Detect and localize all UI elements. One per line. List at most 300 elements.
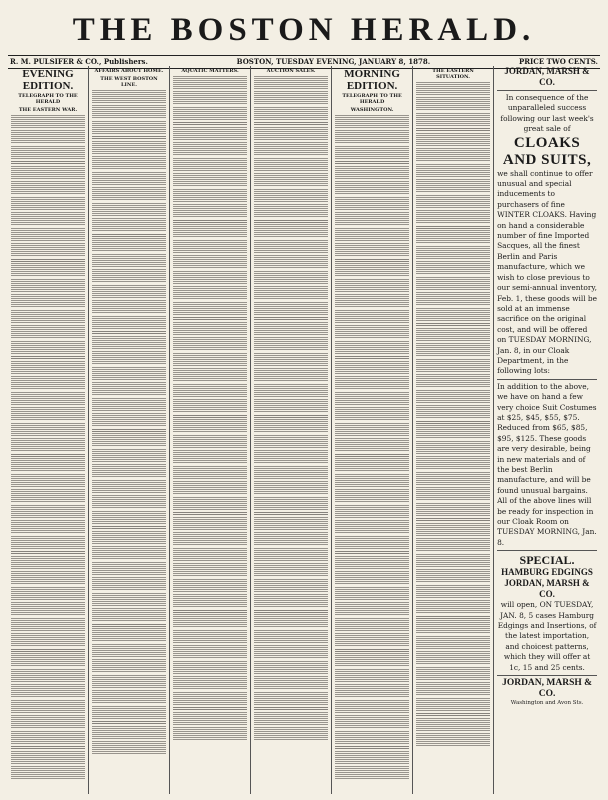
ad-offer-text: In addition to the above, we have on hand a few very choice Suit Costumes at $25, $45, $55, $75. Reduced from $65, $85, $95, $125. These goods are very desirable, being in new materials and of the best Berlin manufacture, and will be found unusual bargains. All of the above lines will be ready for inspection in our Cloak Room on TUESDAY MORNING, Jan. 8.: [497, 381, 597, 547]
text-line-block: [254, 517, 328, 531]
text-line-block: [92, 156, 166, 170]
text-line-block: [254, 563, 328, 577]
text-line-block: [335, 700, 409, 714]
text-line-block: [335, 376, 409, 390]
text-line-block: [416, 503, 490, 517]
text-line-block: [11, 653, 85, 667]
text-line-block: [92, 254, 166, 268]
text-line-block: [173, 466, 247, 480]
text-line-block: [11, 474, 85, 488]
text-line-block: [416, 328, 490, 342]
text-line-block: [254, 91, 328, 105]
text-line-block: [254, 384, 328, 398]
text-line-block: [335, 279, 409, 293]
text-line-block: [416, 323, 490, 326]
text-line-block: [335, 146, 409, 160]
text-line-block: [416, 226, 490, 229]
text-line-block: [11, 279, 85, 293]
text-line-block: [92, 316, 166, 330]
divider: [497, 90, 597, 91]
text-line-block: [416, 292, 490, 306]
text-line-block: [416, 374, 490, 388]
text-line-block: [173, 399, 247, 413]
text-line-block: [11, 212, 85, 226]
column-section: WASHINGTON.: [350, 107, 394, 113]
text-line-block: [11, 325, 85, 339]
text-line-block: [173, 91, 247, 105]
text-line-block: [92, 726, 166, 740]
text-line-block: [173, 286, 247, 300]
text-line-block: [92, 367, 166, 381]
column-headline: MORNING EDITION.: [344, 68, 400, 92]
text-line-block: [416, 538, 490, 552]
article-text: [173, 76, 247, 742]
text-line-block: [335, 751, 409, 765]
text-line-block: [254, 317, 328, 320]
text-line-block: [92, 300, 166, 314]
ad-special-body: will open, ON TUESDAY, JAN. 8, 5 cases Hamburg Edgings and Insertions, of the latest importation, and choicest patterns, which they will offer at 1c, 15 and 25 cents.: [497, 600, 597, 672]
text-line-block: [173, 384, 247, 398]
text-line-block: [335, 766, 409, 780]
text-line-block: [11, 438, 85, 452]
text-line-block: [11, 556, 85, 570]
text-line-block: [416, 133, 490, 147]
column-6: [412, 66, 493, 794]
text-line-block: [254, 173, 328, 187]
text-line-block: [92, 121, 166, 135]
price-text: PRICE TWO CENTS.: [518, 57, 598, 66]
text-line-block: [92, 608, 166, 622]
text-line-block: [335, 166, 409, 180]
text-line-block: [335, 423, 409, 437]
text-line-block: [335, 438, 409, 452]
text-line-block: [416, 277, 490, 291]
column-subhead: THE WEST BOSTON LINE.: [100, 76, 158, 88]
text-line-block: [11, 130, 85, 144]
column-2: [88, 66, 169, 794]
text-line-block: [416, 456, 490, 470]
text-line-block: [11, 115, 85, 129]
divider: [497, 550, 597, 551]
text-line-block: [416, 616, 490, 619]
text-line-block: [173, 122, 247, 125]
text-line-block: [335, 536, 409, 550]
text-line-block: [173, 173, 247, 187]
text-line-block: [92, 495, 166, 509]
text-line-block: [92, 429, 166, 432]
text-line-block: [416, 441, 490, 455]
text-line-block: [92, 141, 166, 155]
text-line-block: [335, 618, 409, 632]
text-line-block: [416, 230, 490, 244]
text-line-block: [254, 661, 328, 675]
text-line-block: [254, 322, 328, 336]
text-line-block: [416, 523, 490, 537]
text-line-block: [254, 579, 328, 593]
text-line-block: [11, 669, 85, 683]
text-line-block: [173, 661, 247, 675]
text-line-block: [254, 107, 328, 121]
text-line-block: [254, 204, 328, 218]
text-line-block: [11, 746, 85, 749]
article-text: [254, 76, 328, 742]
text-line-block: [254, 127, 328, 141]
text-line-block: [335, 602, 409, 616]
text-line-block: [92, 238, 166, 252]
text-line-block: [173, 579, 247, 593]
column-section: THE EASTERN WAR.: [18, 107, 78, 113]
advertisement-column: [493, 66, 600, 794]
ad-address: Washington and Avon Sts.: [510, 700, 584, 707]
text-line-block: [173, 517, 247, 531]
text-line-block: [335, 633, 409, 647]
ad-headline: CLOAKS AND SUITS,: [502, 134, 592, 168]
column-headline: EVENING EDITION.: [22, 68, 74, 92]
text-line-block: [335, 259, 409, 262]
text-line-block: [416, 405, 490, 419]
text-line-block: [335, 571, 409, 585]
text-line-block: [92, 336, 166, 350]
text-line-block: [335, 361, 409, 375]
text-line-block: [173, 614, 247, 628]
text-line-block: [173, 368, 247, 382]
text-line-block: [254, 271, 328, 285]
text-line-block: [11, 618, 85, 632]
text-line-block: [11, 700, 85, 714]
text-line-block: [254, 594, 328, 608]
text-line-block: [173, 353, 247, 367]
text-line-block: [335, 161, 409, 164]
text-line-block: [416, 718, 490, 732]
text-line-block: [92, 644, 166, 658]
text-line-block: [11, 454, 85, 457]
text-line-block: [92, 203, 166, 217]
text-line-block: [254, 255, 328, 269]
text-line-block: [92, 413, 166, 427]
text-line-block: [254, 548, 328, 562]
text-line-block: [173, 204, 247, 218]
text-line-block: [92, 172, 166, 186]
text-line-block: [416, 425, 490, 439]
text-line-block: [335, 653, 409, 667]
text-line-block: [335, 715, 409, 729]
text-line-block: [416, 682, 490, 696]
text-line-block: [335, 407, 409, 421]
text-line-block: [173, 240, 247, 254]
text-line-block: [335, 556, 409, 570]
text-line-block: [335, 263, 409, 277]
text-line-block: [254, 302, 328, 316]
text-line-block: [11, 587, 85, 601]
text-line-block: [254, 353, 328, 367]
text-line-block: [173, 676, 247, 690]
text-line-block: [416, 569, 490, 583]
text-line-block: [335, 454, 409, 457]
text-line-block: [254, 707, 328, 710]
text-line-block: [416, 585, 490, 599]
text-line-block: [416, 148, 490, 162]
text-line-block: [335, 341, 409, 355]
column-headline: AFFAIRS ABOUT HOME.: [94, 68, 164, 74]
text-line-block: [92, 675, 166, 689]
text-line-block: [335, 181, 409, 195]
text-line-block: [416, 113, 490, 127]
text-line-block: [335, 489, 409, 503]
text-line-block: [335, 294, 409, 308]
text-line-block: [416, 97, 490, 111]
text-line-block: [254, 240, 328, 254]
publisher-text: R. M. PULSIFER & CO., Publishers.: [10, 57, 148, 66]
text-line-block: [173, 142, 247, 156]
text-line-block: [416, 667, 490, 681]
text-line-block: [173, 610, 247, 613]
text-line-block: [173, 302, 247, 316]
text-line-block: [173, 271, 247, 285]
text-line-block: [335, 520, 409, 534]
text-line-block: [335, 587, 409, 601]
text-line-block: [173, 645, 247, 659]
text-line-block: [254, 435, 328, 449]
text-line-block: [92, 624, 166, 627]
text-line-block: [335, 684, 409, 698]
text-line-block: [335, 649, 409, 652]
text-line-block: [416, 390, 490, 404]
text-line-block: [92, 464, 166, 478]
text-line-block: [11, 361, 85, 375]
text-line-block: [11, 181, 85, 195]
text-line-block: [11, 489, 85, 503]
text-line-block: [335, 197, 409, 211]
text-line-block: [11, 259, 85, 262]
text-line-block: [416, 359, 490, 373]
text-line-block: [416, 600, 490, 614]
text-line-block: [92, 706, 166, 720]
text-line-block: [11, 458, 85, 472]
text-line-block: [92, 269, 166, 283]
text-line-block: [416, 308, 490, 322]
column-headline: AUCTION SALES.: [266, 68, 316, 74]
text-line-block: [416, 651, 490, 665]
text-line-block: [173, 497, 247, 511]
text-line-block: [173, 712, 247, 726]
ad-signature: JORDAN, MARSH & CO.: [502, 678, 593, 700]
text-line-block: [11, 731, 85, 745]
text-line-block: [173, 450, 247, 464]
text-line-block: [92, 285, 166, 299]
text-line-block: [335, 356, 409, 359]
date-text: BOSTON, TUESDAY EVENING, JANUARY 8, 1878.: [236, 57, 431, 66]
column-3: [169, 66, 250, 794]
text-line-block: [416, 421, 490, 424]
text-line-block: [173, 189, 247, 203]
text-line-block: [11, 228, 85, 242]
text-line-block: [254, 450, 328, 464]
text-line-block: [92, 511, 166, 525]
text-line-block: [11, 766, 85, 780]
text-line-block: [92, 105, 166, 119]
text-line-block: [11, 310, 85, 324]
text-line-block: [254, 692, 328, 706]
text-line-block: [254, 122, 328, 125]
text-line-block: [173, 630, 247, 644]
article-text: [335, 115, 409, 781]
text-line-block: [254, 481, 328, 495]
text-line-block: [416, 487, 490, 501]
text-line-block: [173, 532, 247, 546]
text-line-block: [11, 751, 85, 765]
text-line-block: [335, 325, 409, 339]
text-line-block: [173, 435, 247, 449]
text-line-block: [92, 351, 166, 365]
article-text: [11, 115, 85, 781]
text-line-block: [254, 614, 328, 628]
text-line-block: [416, 179, 490, 193]
text-line-block: [11, 356, 85, 359]
text-line-block: [335, 392, 409, 406]
column-headline: AQUATIC MATTERS.: [181, 68, 239, 74]
text-line-block: [416, 195, 490, 209]
text-line-block: [254, 286, 328, 300]
column-layout: [8, 66, 600, 794]
text-line-block: [254, 224, 328, 238]
text-line-block: [92, 577, 166, 591]
text-line-block: [92, 187, 166, 201]
text-line-block: [416, 698, 490, 712]
text-line-block: [11, 684, 85, 698]
text-line-block: [92, 433, 166, 447]
text-line-block: [254, 645, 328, 659]
text-line-block: [335, 458, 409, 472]
text-line-block: [173, 224, 247, 238]
text-line-block: [11, 197, 85, 211]
text-line-block: [11, 536, 85, 550]
text-line-block: [173, 255, 247, 269]
text-line-block: [416, 128, 490, 131]
text-line-block: [11, 505, 85, 519]
text-line-block: [11, 633, 85, 647]
text-line-block: [92, 741, 166, 755]
text-line-block: [416, 246, 490, 260]
text-line-block: [254, 466, 328, 480]
text-line-block: [92, 136, 166, 139]
divider: [497, 379, 597, 380]
text-line-block: [173, 548, 247, 562]
text-line-block: [173, 481, 247, 495]
text-line-block: [92, 562, 166, 576]
text-line-block: [254, 399, 328, 413]
text-line-block: [92, 721, 166, 724]
text-line-block: [173, 727, 247, 741]
text-line-block: [11, 294, 85, 308]
text-line-block: [416, 713, 490, 716]
text-line-block: [254, 419, 328, 433]
text-line-block: [173, 158, 247, 172]
text-line-block: [92, 449, 166, 463]
text-line-block: [11, 146, 85, 160]
text-line-block: [92, 546, 166, 560]
column-subhead: TELEGRAPH TO THE HERALD: [342, 93, 402, 105]
text-line-block: [11, 263, 85, 277]
text-line-block: [416, 636, 490, 650]
text-line-block: [11, 551, 85, 554]
text-line-block: [11, 166, 85, 180]
text-line-block: [173, 512, 247, 515]
text-line-block: [416, 554, 490, 568]
text-line-block: [254, 189, 328, 203]
text-line-block: [335, 115, 409, 129]
text-line-block: [335, 212, 409, 226]
text-line-block: [254, 337, 328, 351]
text-line-block: [11, 407, 85, 421]
text-line-block: [254, 158, 328, 172]
text-line-block: [335, 551, 409, 554]
text-line-block: [416, 343, 490, 357]
text-line-block: [92, 218, 166, 232]
text-line-block: [11, 376, 85, 390]
text-line-block: [173, 707, 247, 710]
masthead-title: THE BOSTON HERALD.: [72, 12, 536, 48]
text-line-block: [416, 518, 490, 521]
text-line-block: [92, 234, 166, 237]
text-line-block: [254, 630, 328, 644]
text-line-block: [173, 692, 247, 706]
text-line-block: [92, 531, 166, 545]
text-line-block: [92, 593, 166, 607]
text-line-block: [92, 690, 166, 704]
ad-body: we shall continue to offer unusual and special inducements to purchasers of fine WINTER CLOAKS. Having on hand a considerable number of fine Imported Sacques, all the finest Berlin and Paris manufacture, which we wish to close previous to our semi-annual inventory, Feb. 1, these goods will be sold at an immense sacrifice on the original cost, and will be offered on TUESDAY MORNING, Jan. 8, in our Cloak Department, in the following lots:: [497, 168, 598, 376]
text-line-block: [254, 368, 328, 382]
text-line-block: [173, 220, 247, 223]
text-line-block: [11, 243, 85, 257]
text-line-block: [416, 210, 490, 224]
article-text: [92, 90, 166, 756]
text-line-block: [11, 392, 85, 406]
text-line-block: [173, 415, 247, 418]
text-line-block: [416, 733, 490, 747]
column-subhead: TELEGRAPH TO THE HERALD: [18, 93, 78, 105]
text-line-block: [416, 620, 490, 634]
column-5: [331, 66, 412, 794]
article-text: [416, 82, 490, 748]
text-line-block: [11, 341, 85, 355]
text-line-block: [335, 746, 409, 749]
divider: [497, 675, 597, 676]
text-line-block: [173, 317, 247, 320]
text-line-block: [254, 142, 328, 156]
text-line-block: [416, 472, 490, 486]
text-line-block: [335, 669, 409, 683]
text-line-block: [254, 610, 328, 613]
ad-special-firm: JORDAN, MARSH & CO.: [504, 578, 590, 600]
ad-special-sub: HAMBURG EDGINGS: [501, 567, 593, 578]
text-line-block: [335, 474, 409, 488]
ad-special-title: SPECIAL.: [519, 553, 575, 568]
text-line-block: [335, 505, 409, 519]
text-line-block: [416, 82, 490, 96]
text-line-block: [11, 161, 85, 164]
text-line-block: [11, 715, 85, 729]
text-line-block: [416, 164, 490, 178]
text-line-block: [173, 76, 247, 90]
text-line-block: [335, 731, 409, 745]
ad-firm-name: JORDAN, MARSH & CO.: [504, 66, 590, 87]
text-line-block: [92, 628, 166, 642]
text-line-block: [11, 423, 85, 437]
text-line-block: [254, 532, 328, 546]
text-line-block: [335, 130, 409, 144]
ad-intro: In consequence of the unparalleled success following our last week's great sale of: [500, 93, 594, 134]
text-line-block: [254, 727, 328, 741]
